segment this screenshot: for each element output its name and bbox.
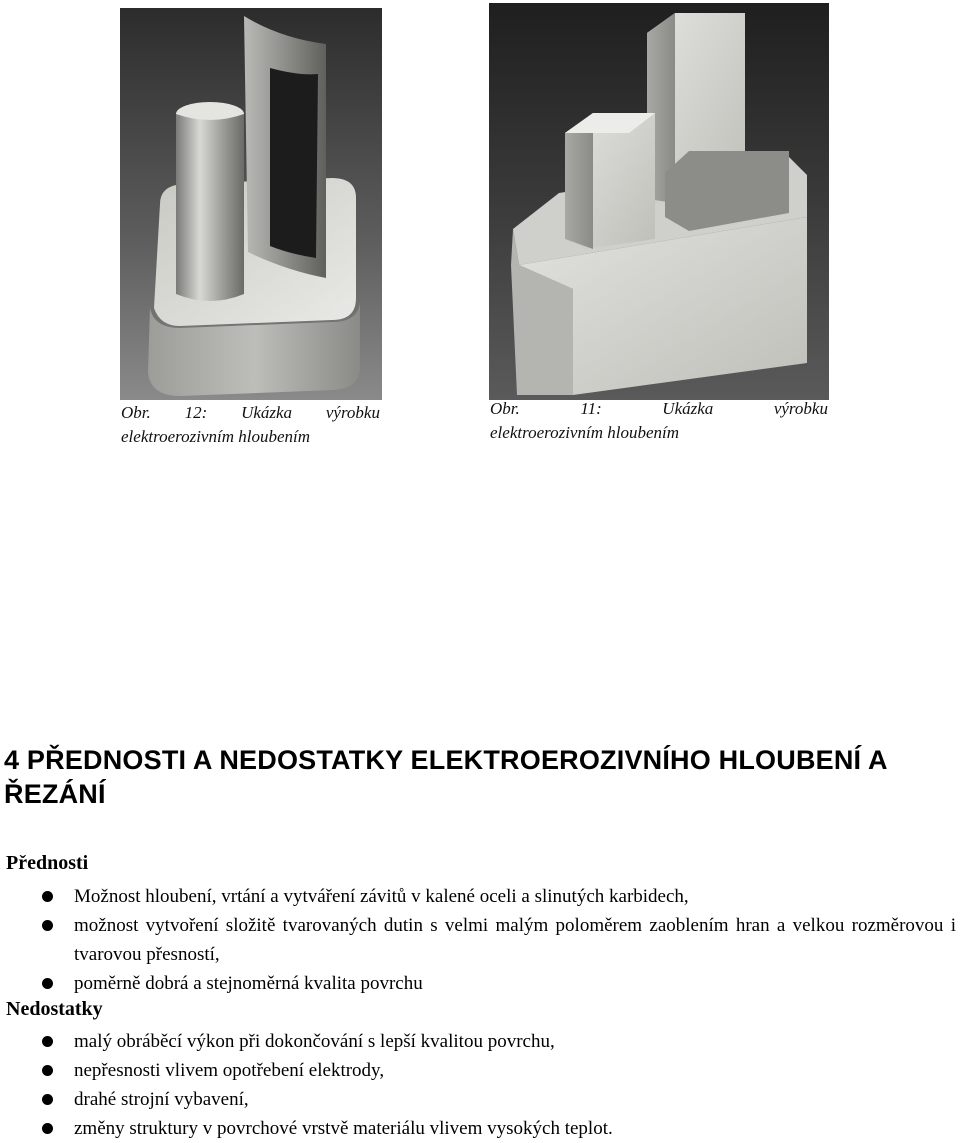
list-item-text: Možnost hloubení, vrtání a vytváření závitů v kalené oceli a slinutých karbidech, xyxy=(74,886,689,907)
caption-word: výrobku xyxy=(325,403,380,422)
bullet-icon xyxy=(42,1036,53,1047)
list-item-text: poměrně dobrá a stejnoměrná kvalita povrchu xyxy=(74,973,423,994)
bullet-icon xyxy=(42,1065,53,1076)
caption-word: Ukázka xyxy=(241,403,293,422)
caption-word: výrobku xyxy=(773,399,828,418)
list-item xyxy=(0,1114,960,1143)
figure-11-photo xyxy=(489,3,829,400)
caption-line-2: elektroerozivním hloubením xyxy=(121,427,311,446)
bullet-icon xyxy=(42,1094,53,1105)
advantages-list xyxy=(0,882,960,998)
figure-12-caption xyxy=(121,401,380,449)
caption-line-2: elektroerozivním hloubením xyxy=(490,423,680,442)
list-item-text: změny struktury v povrchové vrstvě materiálu vlivem vysokých teplot. xyxy=(74,1118,613,1139)
list-item xyxy=(0,1056,960,1085)
bullet-icon xyxy=(42,1123,53,1134)
list-item xyxy=(0,1027,960,1056)
list-item-text: malý obráběcí výkon při dokončování s lepší kvalitou povrchu, xyxy=(74,1031,555,1052)
list-item xyxy=(0,1085,960,1114)
advantages-heading: Přednosti xyxy=(6,852,89,874)
list-item-text: možnost vytvoření složitě tvarovaných dutin s velmi malým poloměrem zaoblením hran a velkou rozměrovou i tvarovou přesností, xyxy=(74,915,956,965)
disadvantages-heading: Nedostatky xyxy=(6,998,103,1020)
list-item xyxy=(0,969,960,998)
section-title: 4 PŘEDNOSTI A NEDOSTATKY ELEKTROEROZIVNÍHO HLOUBENÍ A ŘEZÁNÍ xyxy=(4,745,887,809)
list-item-text: nepřesnosti vlivem opotřebení elektrody, xyxy=(74,1060,385,1081)
bullet-icon xyxy=(42,891,53,902)
list-item xyxy=(0,911,960,969)
bullet-icon xyxy=(42,978,53,989)
caption-word: 12: xyxy=(184,403,208,422)
figure-11-caption xyxy=(490,397,828,445)
list-item-text: drahé strojní vybavení, xyxy=(74,1089,249,1110)
caption-word: 11: xyxy=(580,399,602,418)
caption-word: Obr. xyxy=(121,403,151,422)
bullet-icon xyxy=(42,920,53,931)
list-item xyxy=(0,882,960,911)
figure-12-photo xyxy=(120,8,382,400)
caption-word: Ukázka xyxy=(662,399,714,418)
caption-word: Obr. xyxy=(490,399,520,418)
disadvantages-list xyxy=(0,1027,960,1143)
